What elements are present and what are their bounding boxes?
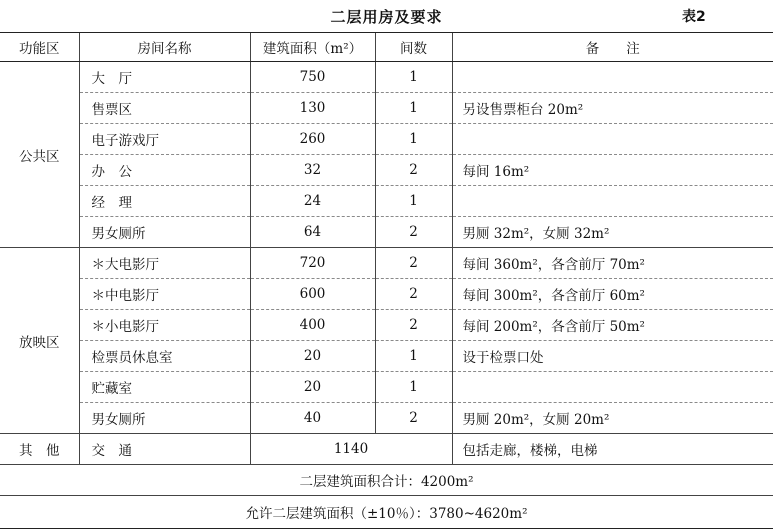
room-count: 1 xyxy=(375,372,452,403)
room-name: ＊大电影厅 xyxy=(79,248,250,279)
header-note: 备 注 xyxy=(452,33,773,62)
table-row xyxy=(0,155,773,186)
header-room-name: 房间名称 xyxy=(79,33,250,62)
room-name: 检票员休息室 xyxy=(79,341,250,372)
room-count: 2 xyxy=(375,310,452,341)
room-area: 260 xyxy=(250,124,375,155)
room-name: ＊中电影厅 xyxy=(79,279,250,310)
room-name: 男女厕所 xyxy=(79,403,250,434)
table-row xyxy=(0,310,773,341)
total-area: 二层建筑面积合计：4200m² xyxy=(0,465,773,496)
room-note: 每间 16m² xyxy=(452,155,773,186)
room-count: 2 xyxy=(375,217,452,248)
table-row xyxy=(0,403,773,434)
allowed-area: 允许二层建筑面积（±10％）：3780~4620m² xyxy=(0,496,773,529)
room-note xyxy=(452,62,773,93)
allowed-row xyxy=(0,496,773,529)
room-name: 贮藏室 xyxy=(79,372,250,403)
room-note: 男厕 20m²，女厕 20m² xyxy=(452,403,773,434)
header-zone: 功能区 xyxy=(0,33,79,62)
room-count: 2 xyxy=(375,403,452,434)
room-count: 2 xyxy=(375,155,452,186)
table-row xyxy=(0,217,773,248)
room-note xyxy=(452,124,773,155)
room-area: 400 xyxy=(250,310,375,341)
room-area: 20 xyxy=(250,372,375,403)
room-area: 600 xyxy=(250,279,375,310)
room-area: 1140 xyxy=(250,434,452,465)
room-count: 1 xyxy=(375,341,452,372)
room-count: 1 xyxy=(375,124,452,155)
room-count: 1 xyxy=(375,186,452,217)
room-count: 1 xyxy=(375,62,452,93)
room-area: 24 xyxy=(250,186,375,217)
room-count: 2 xyxy=(375,279,452,310)
room-note: 每间 360m²，各含前厅 70m² xyxy=(452,248,773,279)
table-row xyxy=(0,62,773,93)
table-row xyxy=(0,186,773,217)
room-area: 64 xyxy=(250,217,375,248)
room-area: 750 xyxy=(250,62,375,93)
table-row xyxy=(0,434,773,465)
zone-public: 公共区 xyxy=(0,62,79,248)
table-number: 表2 xyxy=(682,9,706,25)
header-row xyxy=(0,33,773,62)
room-requirements-table xyxy=(0,32,773,529)
room-area: 40 xyxy=(250,403,375,434)
table-row xyxy=(0,124,773,155)
room-name: 办 公 xyxy=(79,155,250,186)
zone-screening: 放映区 xyxy=(0,248,79,434)
room-note: 另设售票柜台 20m² xyxy=(452,93,773,124)
room-name: 男女厕所 xyxy=(79,217,250,248)
header-count: 间数 xyxy=(375,33,452,62)
room-area: 32 xyxy=(250,155,375,186)
room-count: 2 xyxy=(375,248,452,279)
room-name: 售票区 xyxy=(79,93,250,124)
room-name: 经 理 xyxy=(79,186,250,217)
room-name: 大 厅 xyxy=(79,62,250,93)
room-note: 设于检票口处 xyxy=(452,341,773,372)
room-name: ＊小电影厅 xyxy=(79,310,250,341)
header-area: 建筑面积（m²） xyxy=(250,33,375,62)
table-row xyxy=(0,248,773,279)
room-note: 每间 200m²，各含前厅 50m² xyxy=(452,310,773,341)
room-note xyxy=(452,372,773,403)
room-area: 130 xyxy=(250,93,375,124)
room-note: 每间 300m²，各含前厅 60m² xyxy=(452,279,773,310)
table-row xyxy=(0,341,773,372)
room-area: 20 xyxy=(250,341,375,372)
room-note: 包括走廊，楼梯，电梯 xyxy=(452,434,773,465)
room-name: 电子游戏厅 xyxy=(79,124,250,155)
zone-other: 其 他 xyxy=(0,434,79,465)
room-name: 交 通 xyxy=(79,434,250,465)
total-row xyxy=(0,465,773,496)
room-area: 720 xyxy=(250,248,375,279)
table-row xyxy=(0,372,773,403)
table-row xyxy=(0,279,773,310)
room-note: 男厕 32m²，女厕 32m² xyxy=(452,217,773,248)
table-row xyxy=(0,93,773,124)
table-title: 二层用房及要求 xyxy=(330,8,443,26)
room-count: 1 xyxy=(375,93,452,124)
room-note xyxy=(452,186,773,217)
